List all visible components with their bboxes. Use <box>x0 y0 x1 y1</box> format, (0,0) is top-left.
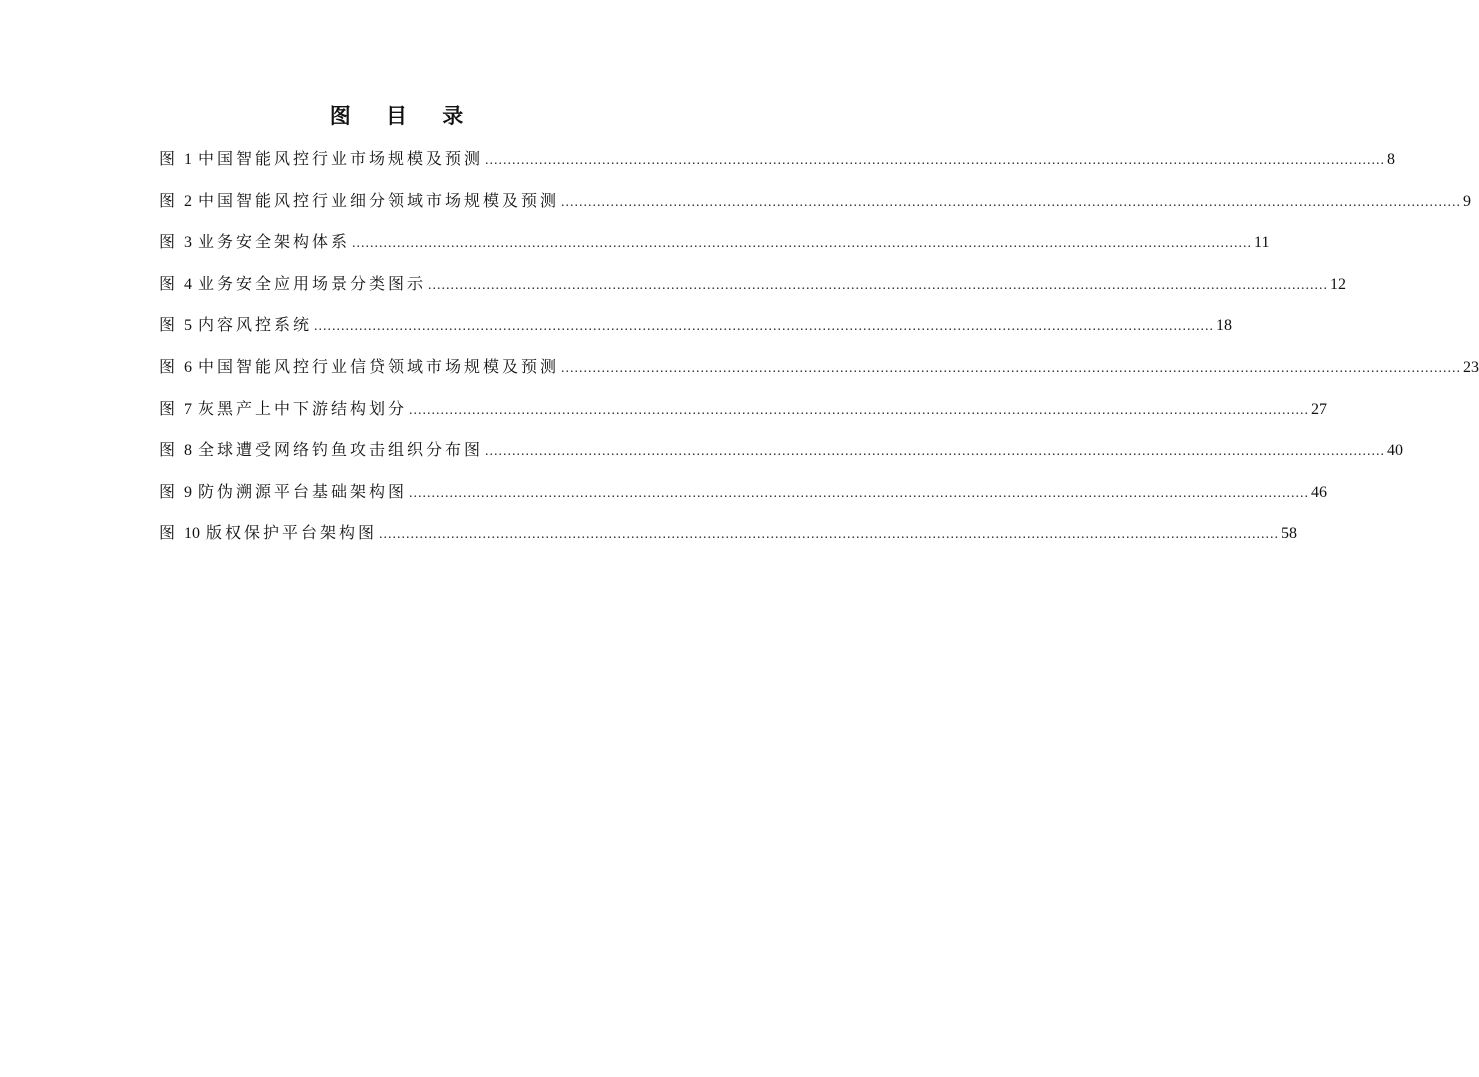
toc-entry-title: 中国智能风控行业市场规模及预测 <box>198 149 484 168</box>
toc-dot-leader: ........................................................................................................................................................................................................ <box>352 236 1253 252</box>
toc-entry-page: 9 <box>1463 192 1472 210</box>
toc-entry-number: 2 <box>184 192 193 210</box>
toc-entry-number: 1 <box>184 151 193 168</box>
toc-entry-prefix: 图 <box>159 481 179 501</box>
figure-toc-list <box>159 146 1479 562</box>
toc-entry[interactable] <box>159 354 1479 396</box>
toc-entry-prefix: 图 <box>159 315 179 335</box>
toc-entry[interactable] <box>159 479 1328 521</box>
toc-entry-prefix: 图 <box>159 440 179 460</box>
toc-entry-prefix: 图 <box>159 190 179 210</box>
toc-entry-prefix: 图 <box>159 523 179 543</box>
toc-entry[interactable] <box>159 396 1328 438</box>
toc-entry-title: 版权保护平台架构图 <box>206 523 378 543</box>
toc-entry-number: 6 <box>184 358 193 376</box>
toc-entry[interactable] <box>159 229 1270 271</box>
toc-entry-number: 4 <box>184 275 193 293</box>
toc-entry[interactable] <box>159 146 1396 188</box>
toc-entry-number: 10 <box>184 525 201 543</box>
toc-dot-leader: ........................................................................................................................................................................................................ <box>428 277 1329 293</box>
toc-entry-number: 7 <box>184 400 193 418</box>
toc-entry-page: 40 <box>1387 442 1404 460</box>
toc-entry-page: 27 <box>1311 400 1328 418</box>
toc-entry-number: 9 <box>184 483 193 501</box>
toc-entry[interactable] <box>159 188 1472 230</box>
toc-entry-title: 防伪溯源平台基础架构图 <box>198 481 408 501</box>
toc-entry-page: 46 <box>1311 483 1328 501</box>
toc-dot-leader: ........................................................................................................................................................................................................ <box>485 153 1386 168</box>
toc-entry-page: 8 <box>1387 151 1396 168</box>
toc-dot-leader: ........................................................................................................................................................................................................ <box>314 319 1215 335</box>
toc-entry-page: 12 <box>1330 275 1347 293</box>
toc-entry-title: 中国智能风控行业信贷领域市场规模及预测 <box>198 356 560 376</box>
toc-dot-leader: ........................................................................................................................................................................................................ <box>561 194 1462 210</box>
page-title: 图 目 录 <box>329 104 478 128</box>
toc-entry-page: 23 <box>1463 358 1479 376</box>
toc-entry[interactable] <box>159 437 1404 479</box>
toc-dot-leader: ........................................................................................................................................................................................................ <box>561 360 1462 376</box>
toc-entry-number: 3 <box>184 234 193 252</box>
toc-entry-prefix: 图 <box>159 149 179 168</box>
toc-entry-prefix: 图 <box>159 398 179 418</box>
toc-entry-title: 内容风控系统 <box>198 315 313 335</box>
toc-entry-prefix: 图 <box>159 232 179 252</box>
toc-entry-title: 业务安全架构体系 <box>198 232 351 252</box>
toc-entry-page: 18 <box>1216 317 1233 335</box>
toc-entry[interactable] <box>159 312 1233 354</box>
toc-dot-leader: ........................................................................................................................................................................................................ <box>379 527 1280 543</box>
toc-entry-number: 8 <box>184 442 193 460</box>
toc-dot-leader: ........................................................................................................................................................................................................ <box>409 485 1310 501</box>
toc-entry-page: 11 <box>1254 234 1270 252</box>
toc-entry[interactable] <box>159 520 1298 562</box>
toc-entry-page: 58 <box>1281 525 1298 543</box>
toc-entry[interactable] <box>159 271 1347 313</box>
toc-entry-title: 中国智能风控行业细分领域市场规模及预测 <box>198 190 560 210</box>
toc-entry-title: 灰黑产上中下游结构划分 <box>198 398 408 418</box>
toc-entry-title: 全球遭受网络钓鱼攻击组织分布图 <box>198 440 484 460</box>
toc-entry-title: 业务安全应用场景分类图示 <box>198 273 427 293</box>
toc-entry-prefix: 图 <box>159 356 179 376</box>
toc-dot-leader: ........................................................................................................................................................................................................ <box>485 444 1386 460</box>
toc-entry-number: 5 <box>184 317 193 335</box>
toc-entry-prefix: 图 <box>159 273 179 293</box>
toc-dot-leader: ........................................................................................................................................................................................................ <box>409 402 1310 418</box>
